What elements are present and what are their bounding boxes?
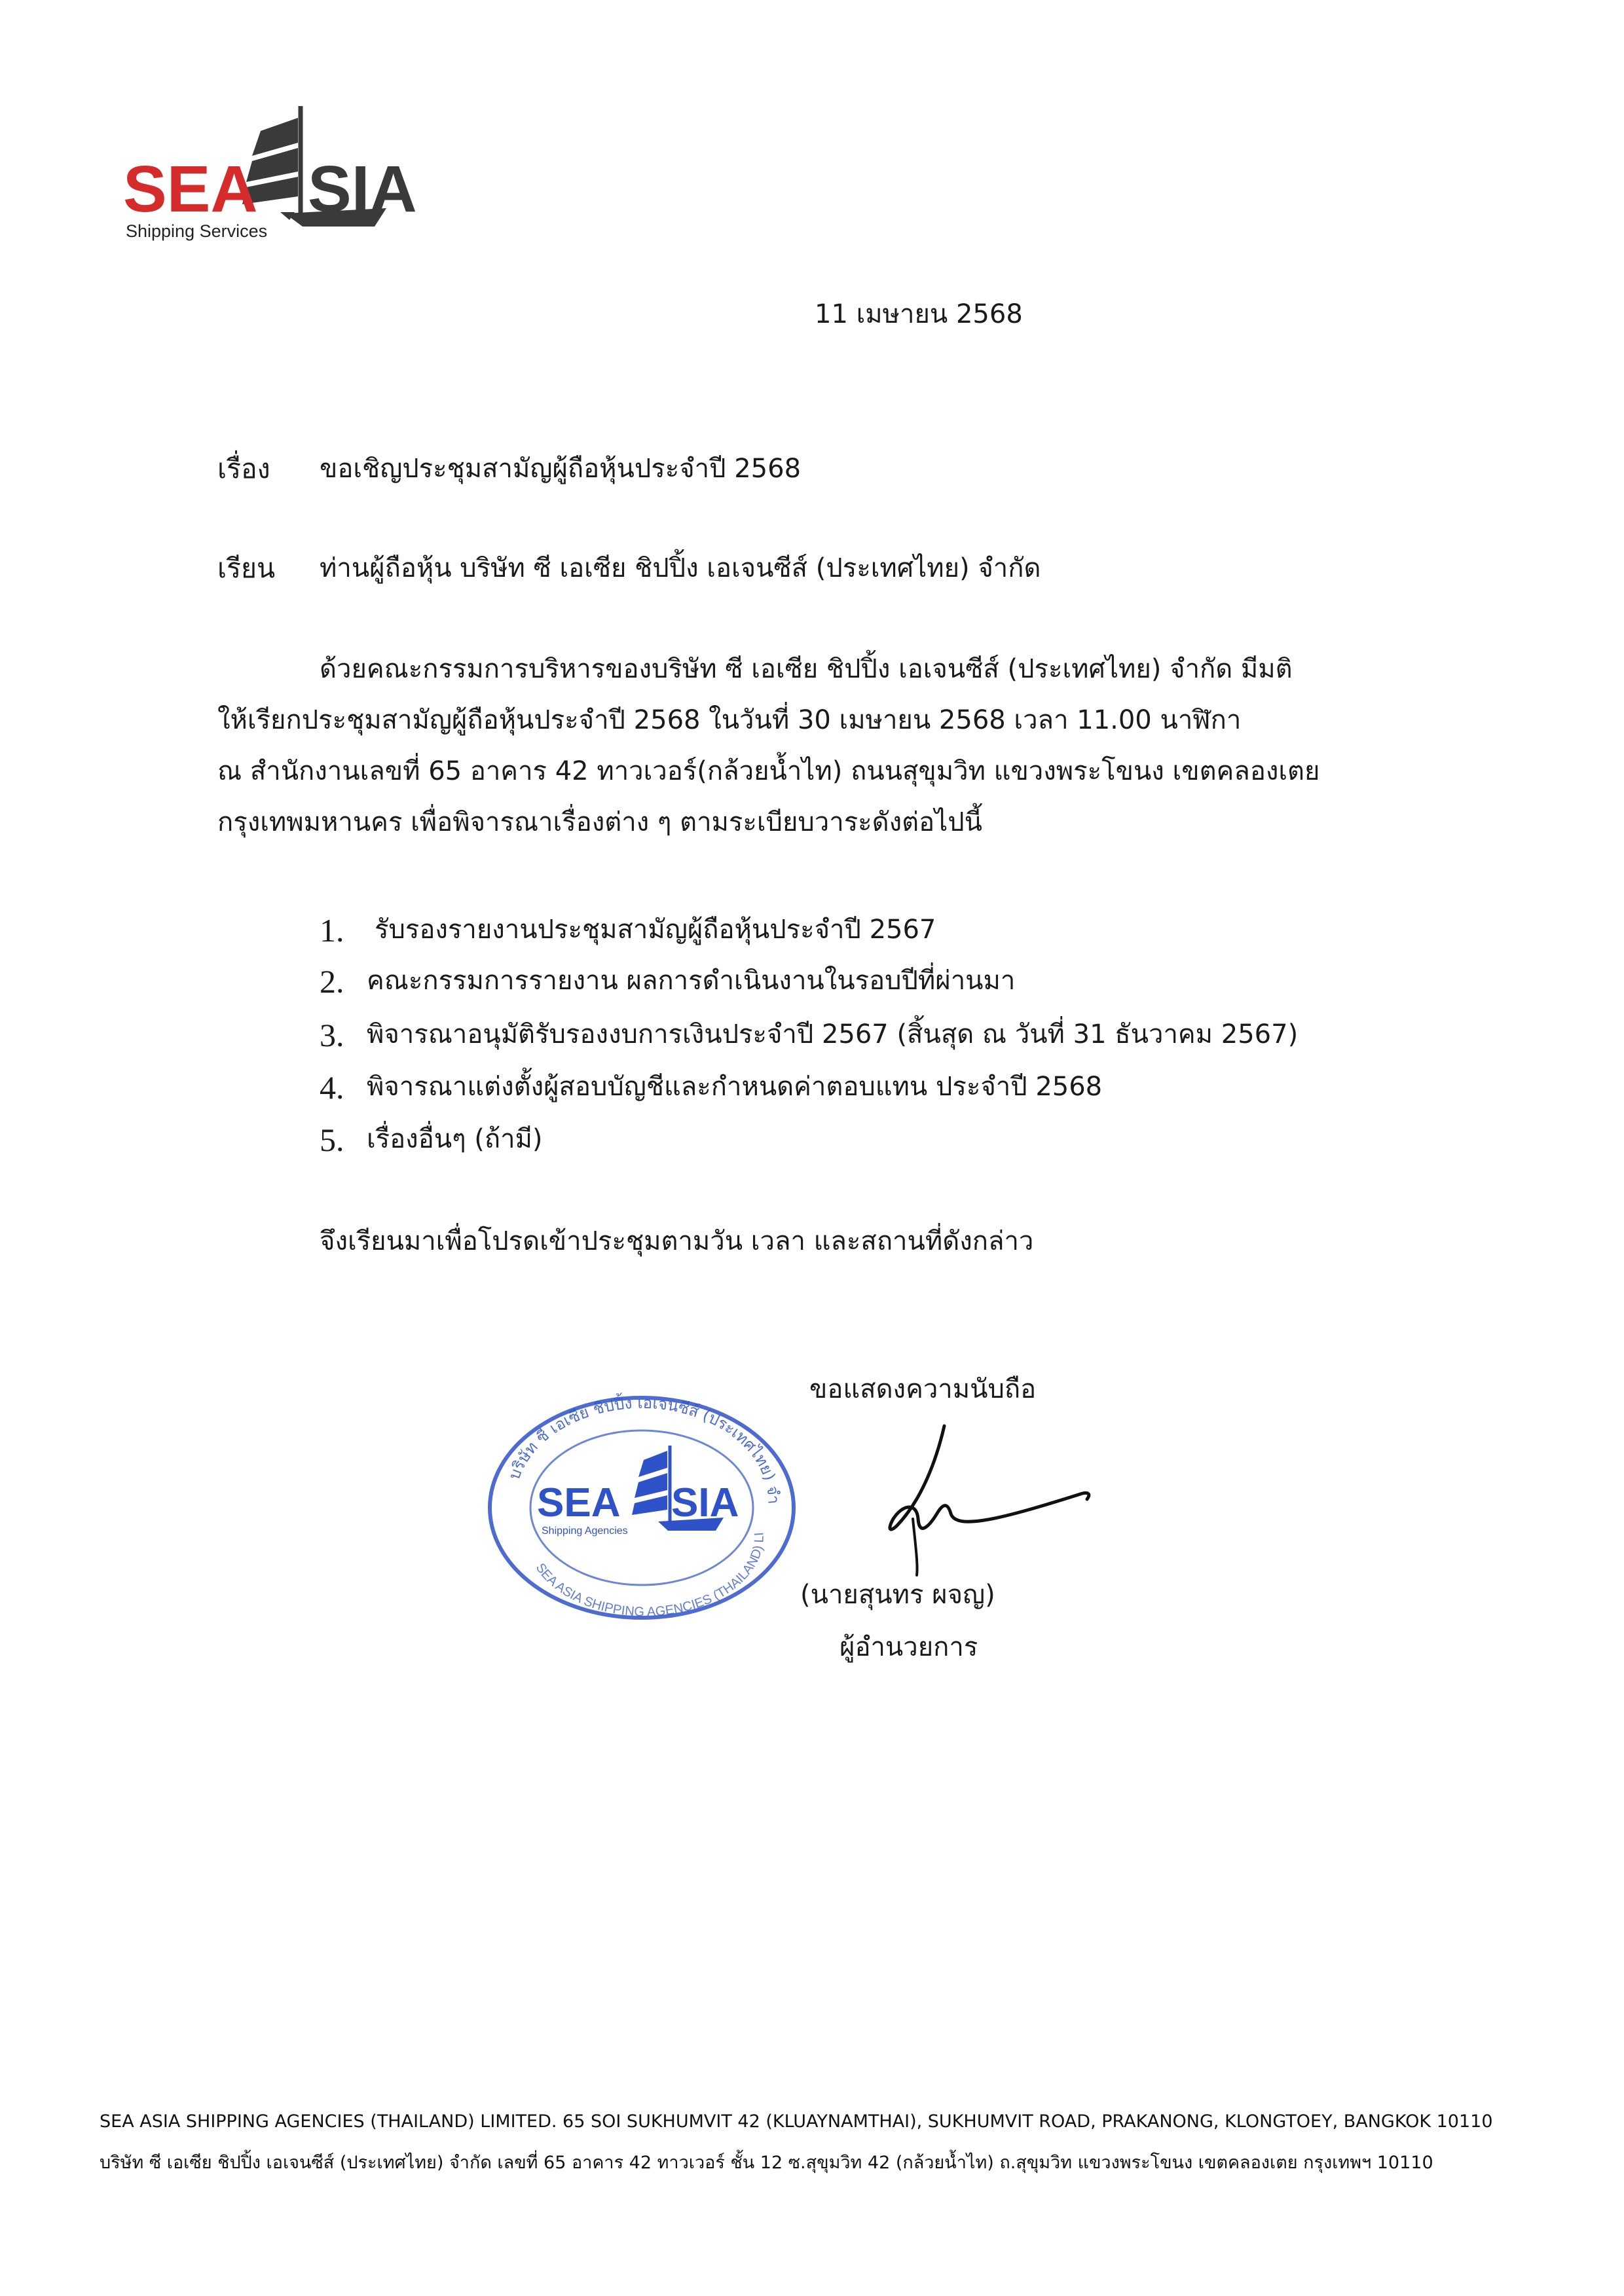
- footer-address-en: SEA ASIA SHIPPING AGENCIES (THAILAND) LIMITED. 65 SOI SUKHUMVIT 42 (KLUAYNAMTHAI), SUKHUMVIT ROAD, PRAKANONG, KLONGTOEY, BANGKOK 10110: [100, 2111, 1493, 2132]
- logo-tagline: Shipping Services: [126, 221, 268, 241]
- subject-label: เรื่อง: [217, 453, 270, 484]
- agenda-number: 2.: [320, 963, 344, 1000]
- footer-address-th: บริษัท ซี เอเซีย ชิปปิ้ง เอเจนซีส์ (ประเทศไทย) จำกัด เลขที่ 65 อาคาร 42 ทาวเวอร์ ชั้น 12 ซ.สุขุมวิท 42 (กล้วยน้ำไท) ถ.สุขุมวิท แขวงพระโขนง เขตคลองเตย กรุงเทพฯ 10110: [100, 2153, 1433, 2173]
- company-stamp: [481, 1387, 802, 1629]
- stamp-seal-icon: [481, 1387, 802, 1629]
- logo-word-right: SIA: [308, 153, 417, 226]
- subject-text: ขอเชิญประชุมสามัญผู้ถือหุ้นประจำปี 2568: [320, 454, 802, 484]
- paragraph-line: ด้วยคณะกรรมการบริหารของบริษัท ซี เอเซีย ชิปปิ้ง เอเจนซีส์ (ประเทศไทย) จำกัด มีมติ: [320, 654, 1293, 684]
- paragraph-line: กรุงเทพมหานคร เพื่อพิจารณาเรื่องต่าง ๆ ตามระเบียบวาระดังต่อไปนี้: [217, 807, 983, 837]
- signature-icon: [871, 1421, 1107, 1578]
- company-logo: [118, 98, 445, 249]
- agenda-number: 5.: [320, 1121, 344, 1158]
- agenda-item: เรื่องอื่นๆ (ถ้ามี): [367, 1124, 543, 1154]
- paragraph-line: ณ สำนักงานเลขที่ 65 อาคาร 42 ทาวเวอร์(กล้วยน้ำไท) ถนนสุขุมวิท แขวงพระโขนง เขตคลองเตย: [217, 756, 1320, 786]
- stamp-word-right: SIA: [671, 1480, 739, 1525]
- agenda-number: 1.: [320, 912, 344, 949]
- stamp-top-arc: บริษัท ซี เอเซีย ชิปปิ้ง เอเจนซีส์ (ประเทศไทย) จำ: [504, 1393, 783, 1505]
- agenda-item: พิจารณาอนุมัติรับรองงบการเงินประจำปี 2567 (สิ้นสุด ณ วันที่ 31 ธันวาคม 2567): [367, 1019, 1299, 1049]
- closing-line: จึงเรียนมาเพื่อโปรดเข้าประชุมตามวัน เวลา และสถานที่ดังกล่าว: [320, 1226, 1034, 1256]
- agenda-number: 3.: [320, 1017, 344, 1053]
- paragraph-line: ให้เรียกประชุมสามัญผู้ถือหุ้นประจำปี 2568 ในวันที่ 30 เมษายน 2568 เวลา 11.00 นาฬิกา: [217, 705, 1242, 735]
- logo-word-left: SEA: [123, 153, 258, 226]
- stamp-tagline: Shipping Agencies: [542, 1525, 628, 1537]
- recipient-text: ท่านผู้ถือหุ้น บริษัท ซี เอเซีย ชิปปิ้ง เอเจนซีส์ (ประเทศไทย) จำกัด: [320, 553, 1041, 583]
- agenda-item: คณะกรรมการรายงาน ผลการดำเนินงานในรอบปีที่ผ่านมา: [367, 966, 1016, 996]
- agenda-number: 4.: [320, 1069, 344, 1106]
- agenda-item: พิจารณาแต่งตั้งผู้สอบบัญชีและกำหนดค่าตอบแทน ประจำปี 2568: [367, 1072, 1103, 1102]
- agenda-item: รับรองรายงานประชุมสามัญผู้ถือหุ้นประจำปี 2567: [375, 915, 936, 945]
- stamp-word-left: SEA: [537, 1480, 621, 1525]
- signoff: ขอแสดงความนับถือ: [809, 1374, 1037, 1404]
- letter-date: 11 เมษายน 2568: [815, 299, 1023, 329]
- recipient-label: เรียน: [217, 553, 276, 584]
- signer-title: ผู้อำนวยการ: [840, 1632, 978, 1662]
- handwritten-signature: [871, 1421, 1107, 1578]
- stamp-bottom-arc: SEA ASIA SHIPPING AGENCIES (THAILAND) LI: [532, 1531, 767, 1620]
- signer-name: (นายสุนทร ผจญ): [800, 1580, 995, 1610]
